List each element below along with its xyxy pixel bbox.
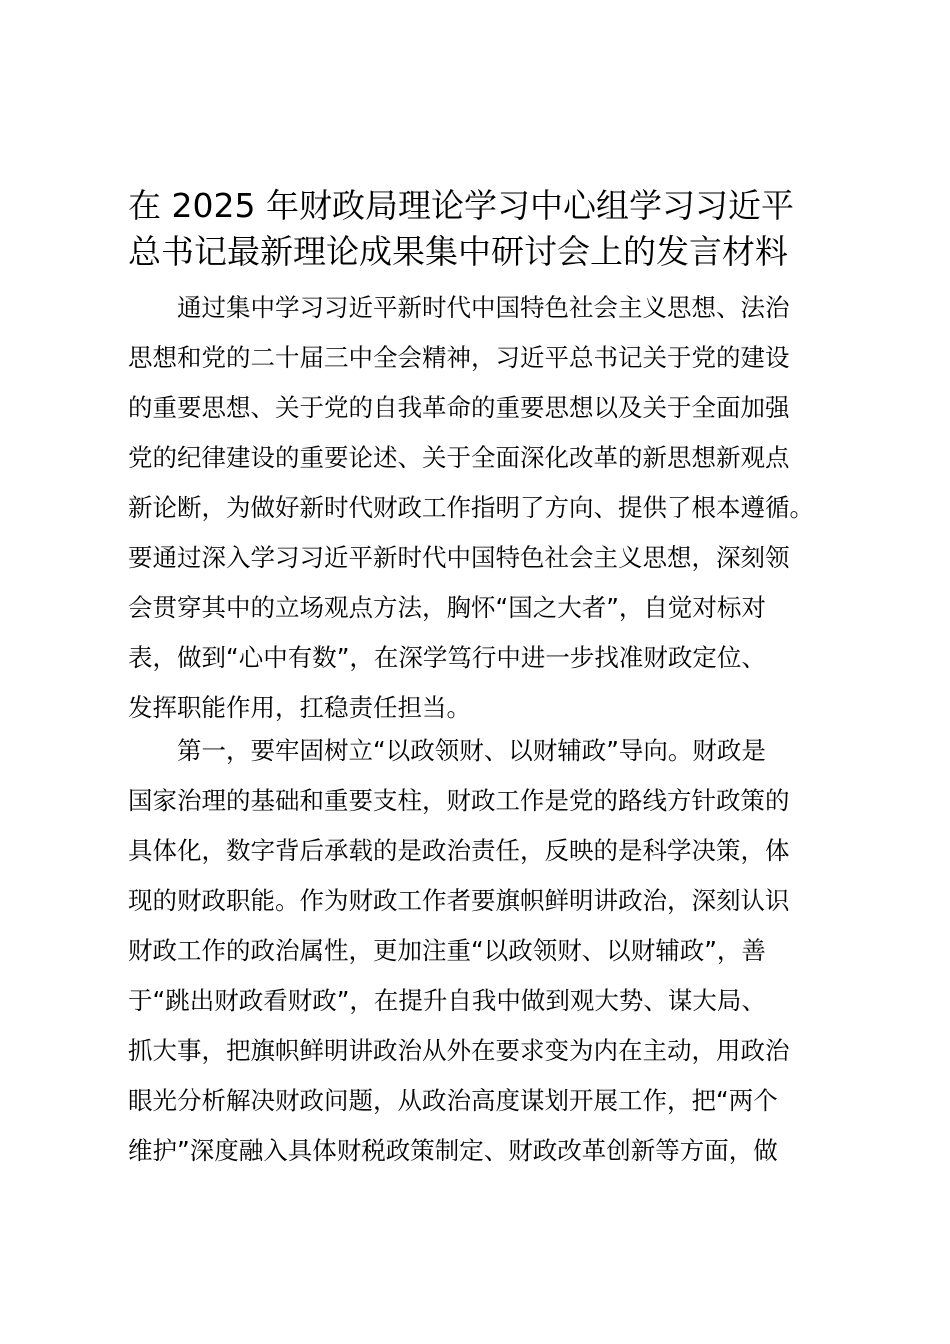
paragraph-line: 维护”深度融入具体财税政策制定、财政改革创新等方面，做 <box>128 1136 778 1165</box>
paragraph-line: 眼光分析解决财政问题，从政治高度谋划开展工作，把“两个 <box>128 1086 778 1115</box>
document-title <box>128 183 848 275</box>
title-line-2: 总书记最新理论成果集中研讨会上的发言材料 <box>128 232 788 271</box>
paragraph-line: 具体化，数字背后承载的是政治责任，反映的是科学决策，体 <box>128 836 790 865</box>
paragraph-line: 通过集中学习习近平新时代中国特色社会主义思想、法治 <box>177 293 790 322</box>
paragraph-line: 会贯穿其中的立场观点方法，胸怀“国之大者”，自觉对标对 <box>128 593 766 622</box>
paragraph-line: 发挥职能作用，扛稳责任担当。 <box>128 693 471 722</box>
paragraph-line: 表，做到“心中有数”，在深学笃行中进一步找准财政定位、 <box>128 643 766 672</box>
paragraph-line: 国家治理的基础和重要支柱，财政工作是党的路线方针政策的 <box>128 786 790 815</box>
paragraph-1 <box>128 283 848 733</box>
paragraph-line: 党的纪律建设的重要论述、关于全面深化改革的新思想新观点 <box>128 443 790 472</box>
paragraph-line: 财政工作的政治属性，更加注重“以政领财、以财辅政”，善 <box>128 936 766 965</box>
paragraph-line: 于“跳出财政看财政”，在提升自我中做到观大势、谋大局、 <box>128 986 766 1015</box>
paragraph-line: 的重要思想、关于党的自我革命的重要思想以及关于全面加强 <box>128 393 790 422</box>
paragraph-line: 现的财政职能。作为财政工作者要旗帜鲜明讲政治，深刻认识 <box>128 886 790 915</box>
paragraph-line: 第一，要牢固树立“以政领财、以财辅政”导向。财政是 <box>177 736 766 765</box>
title-line-1: 在 2025 年财政局理论学习中心组学习习近平 <box>128 186 794 225</box>
paragraph-line: 抓大事，把旗帜鲜明讲政治从外在要求变为内在主动，用政治 <box>128 1036 790 1065</box>
paragraph-line: 新论断，为做好新时代财政工作指明了方向、提供了根本遵循。 <box>128 493 814 522</box>
paragraph-line: 思想和党的二十届三中全会精神，习近平总书记关于党的建设 <box>128 343 790 372</box>
paragraph-2 <box>128 726 848 1176</box>
paragraph-line: 要通过深入学习习近平新时代中国特色社会主义思想，深刻领 <box>128 543 790 572</box>
